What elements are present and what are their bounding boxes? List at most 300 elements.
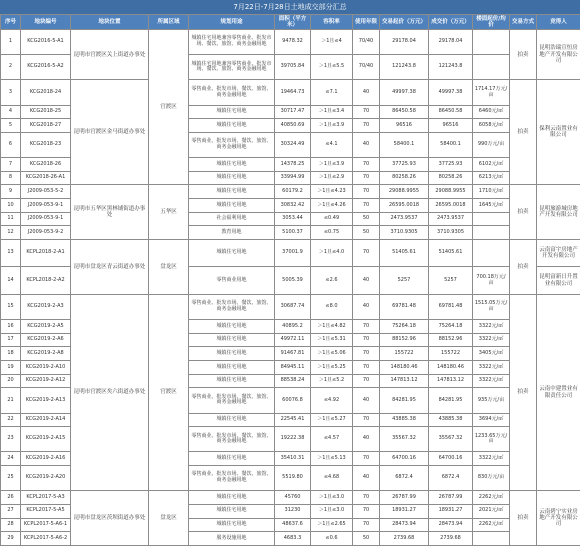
starting-price-cell: 5257 (380, 267, 429, 295)
plot-code-cell: KCG2018-25 (21, 105, 71, 119)
plot-code-cell: KCG2019-2-A13 (21, 388, 71, 413)
floor-price-cell: 6460元/㎡ (473, 105, 510, 119)
table-body (1, 30, 580, 546)
plot-ratio-cell: ＞1且≤3.4 (311, 105, 353, 119)
row-number-cell: 25 (1, 466, 21, 491)
starting-price-cell: 28473.94 (380, 518, 429, 532)
lease-years-cell: 40 (353, 294, 380, 319)
floor-price-cell (473, 212, 510, 226)
header-cell: 楼面起价/均价 (473, 15, 510, 30)
plot-ratio-cell: ≤4.1 (311, 132, 353, 157)
row-number-cell: 22 (1, 413, 21, 427)
area-cell: 49972.11 (275, 333, 311, 347)
plot-ratio-cell: ≤4.68 (311, 466, 353, 491)
area-cell: 31230 (275, 504, 311, 518)
area-cell: 9478.32 (275, 30, 311, 55)
plot-location-cell: 昆明市官渡区矣六街道办事处 (71, 294, 149, 490)
starting-price-cell: 43885.38 (380, 413, 429, 427)
floor-price-cell: 1515.05万元/亩 (473, 294, 510, 319)
header-cell: 容积率 (311, 15, 353, 30)
lease-years-cell: 70 (353, 239, 380, 267)
area-cell: 14378.25 (275, 158, 311, 172)
lease-years-cell: 70 (353, 199, 380, 213)
plot-ratio-cell: ＞1且≤5.5 (311, 55, 353, 80)
area-cell: 40895.2 (275, 320, 311, 334)
row-number-cell: 17 (1, 333, 21, 347)
deal-price-cell: 80258.26 (429, 171, 473, 185)
plot-code-cell: KCG2018-26 (21, 158, 71, 172)
starting-price-cell: 29178.04 (380, 30, 429, 55)
floor-price-cell: 3694元/㎡ (473, 413, 510, 427)
plot-code-cell: KCG2016-5-A1 (21, 30, 71, 55)
plot-ratio-cell: ＞1且≤4 (311, 30, 353, 55)
plot-code-cell: KCG2019-2-A3 (21, 294, 71, 319)
header-row (1, 15, 580, 30)
plot-code-cell: KCG2019-2-A15 (21, 427, 71, 452)
area-cell: 37001.9 (275, 239, 311, 267)
starting-price-cell: 37725.93 (380, 158, 429, 172)
floor-price-cell: 830万元/亩 (473, 466, 510, 491)
floor-price-cell: 1233.65万元/亩 (473, 427, 510, 452)
row-number-cell: 23 (1, 427, 21, 452)
floor-price-cell: 3322元/㎡ (473, 333, 510, 347)
plot-ratio-cell: ＞1且≤5.2 (311, 374, 353, 388)
planned-use-cell: 零售商业、批发市场、餐饮、旅馆、商务金融用地 (189, 388, 275, 413)
row-number-cell: 8 (1, 171, 21, 185)
planned-use-cell: 城镇住宅用地 (189, 105, 275, 119)
deal-price-cell: 29088.9955 (429, 185, 473, 199)
deal-price-cell: 37725.93 (429, 158, 473, 172)
planned-use-cell: 服务设施用地 (189, 532, 275, 546)
starting-price-cell: 86450.58 (380, 105, 429, 119)
area-cell: 91467.81 (275, 347, 311, 361)
winning-bidder-cell: 昆明浩瑞宣恒房地产开发有限公司 (537, 30, 580, 80)
plot-code-cell: KCG2016-5-A2 (21, 55, 71, 80)
starting-price-cell: 121243.8 (380, 55, 429, 80)
plot-ratio-cell: ≤2.6 (311, 267, 353, 295)
deal-price-cell: 155722 (429, 347, 473, 361)
row-number-cell: 14 (1, 267, 21, 295)
lease-years-cell: 70 (353, 171, 380, 185)
row-number-cell: 27 (1, 504, 21, 518)
starting-price-cell: 96516 (380, 119, 429, 133)
winning-bidder-cell: 保利云南置业有限公司 (537, 80, 580, 185)
lease-years-cell: 40 (353, 80, 380, 105)
starting-price-cell: 49997.38 (380, 80, 429, 105)
trade-method-cell: 拍卖 (510, 294, 537, 490)
starting-price-cell: 148180.46 (380, 361, 429, 375)
planned-use-cell: 城镇住宅用地 (189, 374, 275, 388)
deal-price-cell: 5257 (429, 267, 473, 295)
lease-years-cell: 70 (353, 413, 380, 427)
plot-code-cell: KCG2019-2-A10 (21, 361, 71, 375)
planned-use-cell: 零售商业用地 (189, 267, 275, 295)
row-number-cell: 1 (1, 30, 21, 55)
floor-price-cell: 2021元/㎡ (473, 504, 510, 518)
header-cell: 交易起价（万元） (380, 15, 429, 30)
plot-ratio-cell: ≤4.92 (311, 388, 353, 413)
plot-location-cell: 昆明市五华区黑林铺街道办事处 (71, 185, 149, 240)
starting-price-cell: 84281.95 (380, 388, 429, 413)
starting-price-cell: 6872.4 (380, 466, 429, 491)
trade-method-cell: 拍卖 (510, 185, 537, 240)
row-number-cell: 6 (1, 132, 21, 157)
lease-years-cell: 40 (353, 466, 380, 491)
plot-code-cell: KCG2019-2-A20 (21, 466, 71, 491)
planned-use-cell: 城镇住宅用地兼容零售商业、批发市场、餐饮、旅馆、商务金融用地 (189, 55, 275, 80)
district-cell: 官渡区 (149, 30, 189, 185)
plot-code-cell: KCG2019-2-A14 (21, 413, 71, 427)
starting-price-cell: 80258.26 (380, 171, 429, 185)
area-cell: 30832.42 (275, 199, 311, 213)
starting-price-cell: 147813.12 (380, 374, 429, 388)
header-cell: 地块位置 (71, 15, 149, 30)
floor-price-cell (473, 30, 510, 55)
floor-price-cell: 1645元/㎡ (473, 199, 510, 213)
planned-use-cell: 城镇住宅用地 (189, 185, 275, 199)
trade-method-cell: 拍卖 (510, 80, 537, 185)
area-cell: 4683.3 (275, 532, 311, 546)
plot-ratio-cell: ≤0.6 (311, 532, 353, 546)
lease-years-cell: 70 (353, 491, 380, 505)
planned-use-cell: 零售商业、批发市场、餐饮、旅馆、商务金融用地 (189, 132, 275, 157)
lease-years-cell: 40 (353, 427, 380, 452)
area-cell: 60179.2 (275, 185, 311, 199)
starting-price-cell: 2739.68 (380, 532, 429, 546)
area-cell: 19464.73 (275, 80, 311, 105)
starting-price-cell: 69781.48 (380, 294, 429, 319)
deal-price-cell: 75264.18 (429, 320, 473, 334)
lease-years-cell: 50 (353, 212, 380, 226)
area-cell: 22545.41 (275, 413, 311, 427)
floor-price-cell: 3322元/㎡ (473, 374, 510, 388)
deal-price-cell: 26787.99 (429, 491, 473, 505)
winning-bidder-cell: 昆明旅游城房地产开发有限公司 (537, 185, 580, 240)
lease-years-cell: 70 (353, 452, 380, 466)
header-cell: 交易方式 (510, 15, 537, 30)
table-row (1, 185, 580, 199)
floor-price-cell (473, 239, 510, 267)
starting-price-cell: 88152.96 (380, 333, 429, 347)
starting-price-cell: 3710.9305 (380, 226, 429, 240)
lease-years-cell: 70 (353, 158, 380, 172)
planned-use-cell: 城镇住宅用地 (189, 119, 275, 133)
plot-location-cell: 昆明市官渡区金马街道办事处 (71, 80, 149, 185)
deal-price-cell: 2739.68 (429, 532, 473, 546)
row-number-cell: 5 (1, 119, 21, 133)
plot-code-cell: KCG2019-2-A16 (21, 452, 71, 466)
row-number-cell: 18 (1, 347, 21, 361)
plot-code-cell: J2009-053-9-1 (21, 199, 71, 213)
table-row (1, 491, 580, 505)
plot-code-cell: KCPL2017-5-A6-1 (21, 518, 71, 532)
deal-price-cell: 6872.4 (429, 466, 473, 491)
area-cell: 5100.37 (275, 226, 311, 240)
floor-price-cell (473, 226, 510, 240)
deal-price-cell: 2473.9537 (429, 212, 473, 226)
deal-price-cell: 43885.38 (429, 413, 473, 427)
row-number-cell: 26 (1, 491, 21, 505)
plot-ratio-cell: ＞1且≤5.25 (311, 361, 353, 375)
deal-price-cell: 29178.04 (429, 30, 473, 55)
deal-price-cell: 28473.94 (429, 518, 473, 532)
area-cell: 88538.24 (275, 374, 311, 388)
deal-price-cell: 147813.12 (429, 374, 473, 388)
plot-code-cell: KCPL2017-5-A6-2 (21, 532, 71, 546)
deal-price-cell: 64700.16 (429, 452, 473, 466)
starting-price-cell: 64700.16 (380, 452, 429, 466)
row-number-cell: 15 (1, 294, 21, 319)
district-cell: 五华区 (149, 185, 189, 240)
lease-years-cell: 40 (353, 388, 380, 413)
lease-years-cell: 70 (353, 333, 380, 347)
planned-use-cell: 零售商业、批发市场、餐饮、旅馆、商务金融用地 (189, 466, 275, 491)
deal-price-cell: 18931.27 (429, 504, 473, 518)
header-cell: 使用年限 (353, 15, 380, 30)
plot-location-cell: 昆明市盘龙区青云街道办事处 (71, 239, 149, 294)
starting-price-cell: 26595.0018 (380, 199, 429, 213)
winning-bidder-cell: 云南富宇房地产开发有限公司 (537, 239, 580, 267)
row-number-cell: 9 (1, 185, 21, 199)
deal-price-cell: 88152.96 (429, 333, 473, 347)
header-cell: 竞得人 (537, 15, 580, 30)
plot-code-cell: J2009-053-5-2 (21, 185, 71, 199)
row-number-cell: 10 (1, 199, 21, 213)
header-cell: 规划用途 (189, 15, 275, 30)
plot-ratio-cell: ＞1且≤2.9 (311, 171, 353, 185)
area-cell: 84945.11 (275, 361, 311, 375)
plot-ratio-cell: ＞1且≤3.0 (311, 491, 353, 505)
header-cell: 成交价（万元） (429, 15, 473, 30)
winning-bidder-cell: 昆明富新日升置业有限公司 (537, 267, 580, 295)
floor-price-cell: 3322元/㎡ (473, 361, 510, 375)
planned-use-cell: 城镇住宅用地 (189, 199, 275, 213)
floor-price-cell: 2262元/㎡ (473, 491, 510, 505)
plot-ratio-cell: ＞1且≤5.27 (311, 413, 353, 427)
planned-use-cell: 城镇住宅用地 (189, 518, 275, 532)
planned-use-cell: 城镇住宅用地 (189, 239, 275, 267)
starting-price-cell: 2473.9537 (380, 212, 429, 226)
lease-years-cell: 40 (353, 132, 380, 157)
header-cell: 所属区域 (149, 15, 189, 30)
row-number-cell: 29 (1, 532, 21, 546)
plot-code-cell: KCPL2017-5-A5 (21, 504, 71, 518)
trade-method-cell: 拍卖 (510, 30, 537, 80)
planned-use-cell: 社会福利用地 (189, 212, 275, 226)
plot-ratio-cell: ＞1且≤4.82 (311, 320, 353, 334)
planned-use-cell: 城镇住宅用地 (189, 158, 275, 172)
deal-price-cell: 96516 (429, 119, 473, 133)
lease-years-cell: 40 (353, 267, 380, 295)
trade-method-cell: 拍卖 (510, 491, 537, 546)
planned-use-cell: 零售商业、批发市场、餐饮、旅馆、商务金融用地 (189, 294, 275, 319)
floor-price-cell: 990万元/亩 (473, 132, 510, 157)
winning-bidder-cell: 云南中建置业有限责任公司 (537, 294, 580, 490)
deal-price-cell: 84281.95 (429, 388, 473, 413)
area-cell: 35410.31 (275, 452, 311, 466)
planned-use-cell: 城镇住宅用地 (189, 413, 275, 427)
plot-code-cell: KCPL2017-5-A3 (21, 491, 71, 505)
row-number-cell: 13 (1, 239, 21, 267)
row-number-cell: 2 (1, 55, 21, 80)
plot-code-cell: KCG2019-2-A6 (21, 333, 71, 347)
lease-years-cell: 70 (353, 347, 380, 361)
plot-code-cell: KCG2019-2-A8 (21, 347, 71, 361)
starting-price-cell: 29088.9955 (380, 185, 429, 199)
plot-code-cell: KCG2018-27 (21, 119, 71, 133)
planned-use-cell: 教育用地 (189, 226, 275, 240)
plot-ratio-cell: ＞1且≤4.0 (311, 239, 353, 267)
trade-method-cell: 拍卖 (510, 239, 537, 294)
row-number-cell: 21 (1, 388, 21, 413)
floor-price-cell: 2262元/㎡ (473, 518, 510, 532)
floor-price-cell: 3322元/㎡ (473, 320, 510, 334)
header-cell: 序号 (1, 15, 21, 30)
table-row (1, 294, 580, 319)
planned-use-cell: 城镇住宅用地 (189, 347, 275, 361)
floor-price-cell: 3322元/㎡ (473, 452, 510, 466)
plot-ratio-cell: ＞1且≤4.23 (311, 185, 353, 199)
table-header (1, 15, 580, 30)
plot-ratio-cell: ≤4.57 (311, 427, 353, 452)
area-cell: 30687.74 (275, 294, 311, 319)
header-cell: 地块编号 (21, 15, 71, 30)
row-number-cell: 24 (1, 452, 21, 466)
plot-ratio-cell: ＞1且≤5.13 (311, 452, 353, 466)
starting-price-cell: 51405.61 (380, 239, 429, 267)
floor-price-cell: 6213元/㎡ (473, 171, 510, 185)
floor-price-cell (473, 532, 510, 546)
starting-price-cell: 75264.18 (380, 320, 429, 334)
floor-price-cell: 700.18万元/亩 (473, 267, 510, 295)
area-cell: 40850.69 (275, 119, 311, 133)
row-number-cell: 28 (1, 518, 21, 532)
starting-price-cell: 26787.99 (380, 491, 429, 505)
lease-years-cell: 70 (353, 119, 380, 133)
planned-use-cell: 城镇住宅用地 (189, 361, 275, 375)
deal-price-cell: 51405.61 (429, 239, 473, 267)
planned-use-cell: 城镇住宅用地 (189, 333, 275, 347)
lease-years-cell: 70 (353, 361, 380, 375)
area-cell: 5519.80 (275, 466, 311, 491)
table-row (1, 30, 580, 55)
row-number-cell: 3 (1, 80, 21, 105)
area-cell: 30717.47 (275, 105, 311, 119)
plot-code-cell: KCPL2018-2-A1 (21, 239, 71, 267)
floor-price-cell (473, 55, 510, 80)
table-row (1, 80, 580, 105)
district-cell: 官渡区 (149, 294, 189, 490)
floor-price-cell: 6058元/㎡ (473, 119, 510, 133)
area-cell: 60076.8 (275, 388, 311, 413)
plot-ratio-cell: ＞1且≤4.26 (311, 199, 353, 213)
area-cell: 39705.84 (275, 55, 311, 80)
planned-use-cell: 城镇住宅用地 (189, 320, 275, 334)
deal-price-cell: 148180.46 (429, 361, 473, 375)
plot-location-cell: 昆明市盘龙区茨坝街道办事处 (71, 491, 149, 546)
planned-use-cell: 城镇住宅用地 (189, 171, 275, 185)
plot-code-cell: KCG2019-2-A5 (21, 320, 71, 334)
district-cell: 盘龙区 (149, 239, 189, 294)
lease-years-cell: 70 (353, 320, 380, 334)
winning-bidder-cell: 云南碧宁实业房地产开发有限公司 (537, 491, 580, 546)
starting-price-cell: 155722 (380, 347, 429, 361)
lease-years-cell: 70/40 (353, 30, 380, 55)
row-number-cell: 12 (1, 226, 21, 240)
plot-code-cell: KCG2018-23 (21, 132, 71, 157)
starting-price-cell: 18931.27 (380, 504, 429, 518)
area-cell: 33994.99 (275, 171, 311, 185)
plot-ratio-cell: ≤0.75 (311, 226, 353, 240)
plot-ratio-cell: ≤7.1 (311, 80, 353, 105)
deal-price-cell: 121243.8 (429, 55, 473, 80)
plot-location-cell: 昆明市官渡区关上街道办事处 (71, 30, 149, 80)
deal-price-cell: 58400.1 (429, 132, 473, 157)
header-cell: 面积（平方米） (275, 15, 311, 30)
deal-price-cell: 69781.48 (429, 294, 473, 319)
area-cell: 45760 (275, 491, 311, 505)
plot-ratio-cell: ＞1且≤3.0 (311, 504, 353, 518)
floor-price-cell: 1714.17万元/亩 (473, 80, 510, 105)
plot-code-cell: KCG2018-24 (21, 80, 71, 105)
planned-use-cell: 零售商业、批发市场、餐饮、旅馆、商务金融用地 (189, 80, 275, 105)
plot-ratio-cell: ＞1且≤5.31 (311, 333, 353, 347)
plot-code-cell: J2009-053-9-2 (21, 226, 71, 240)
area-cell: 5005.39 (275, 267, 311, 295)
deal-price-cell: 26595.0018 (429, 199, 473, 213)
plot-code-cell: KCPL2018-2-A2 (21, 267, 71, 295)
plot-ratio-cell: ＞1且≤3.9 (311, 119, 353, 133)
area-cell: 19222.38 (275, 427, 311, 452)
area-cell: 30324.49 (275, 132, 311, 157)
row-number-cell: 7 (1, 158, 21, 172)
district-cell: 盘龙区 (149, 491, 189, 546)
lease-years-cell: 70 (353, 185, 380, 199)
area-cell: 3053.44 (275, 212, 311, 226)
area-cell: 48637.6 (275, 518, 311, 532)
deal-price-cell: 3710.9305 (429, 226, 473, 240)
plot-ratio-cell: ＞1且≤2.65 (311, 518, 353, 532)
planned-use-cell: 零售商业、批发市场、餐饮、旅馆、商务金融用地 (189, 427, 275, 452)
starting-price-cell: 35567.32 (380, 427, 429, 452)
lease-years-cell: 70 (353, 518, 380, 532)
sheet-title: 7月22日-7月28日土地成交部分汇总 (0, 0, 580, 14)
lease-years-cell: 70 (353, 105, 380, 119)
land-transaction-table (0, 14, 580, 546)
lease-years-cell: 70 (353, 504, 380, 518)
row-number-cell: 19 (1, 361, 21, 375)
floor-price-cell: 935万元/亩 (473, 388, 510, 413)
plot-ratio-cell: ＞1且≤3.9 (311, 158, 353, 172)
row-number-cell: 20 (1, 374, 21, 388)
lease-years-cell: 50 (353, 226, 380, 240)
floor-price-cell: 3405元/㎡ (473, 347, 510, 361)
plot-code-cell: KCG2019-2-A12 (21, 374, 71, 388)
starting-price-cell: 58400.1 (380, 132, 429, 157)
lease-years-cell: 50 (353, 532, 380, 546)
planned-use-cell: 城镇住宅用地 (189, 504, 275, 518)
planned-use-cell: 城镇住宅用地 (189, 452, 275, 466)
lease-years-cell: 70 (353, 374, 380, 388)
plot-code-cell: J2009-053-9-1 (21, 212, 71, 226)
row-number-cell: 4 (1, 105, 21, 119)
plot-code-cell: KCG2018-26-A1 (21, 171, 71, 185)
plot-ratio-cell: ≤8.0 (311, 294, 353, 319)
floor-price-cell: 1710元/㎡ (473, 185, 510, 199)
plot-ratio-cell: ＞1且≤5.06 (311, 347, 353, 361)
row-number-cell: 16 (1, 320, 21, 334)
plot-ratio-cell: ≤0.49 (311, 212, 353, 226)
